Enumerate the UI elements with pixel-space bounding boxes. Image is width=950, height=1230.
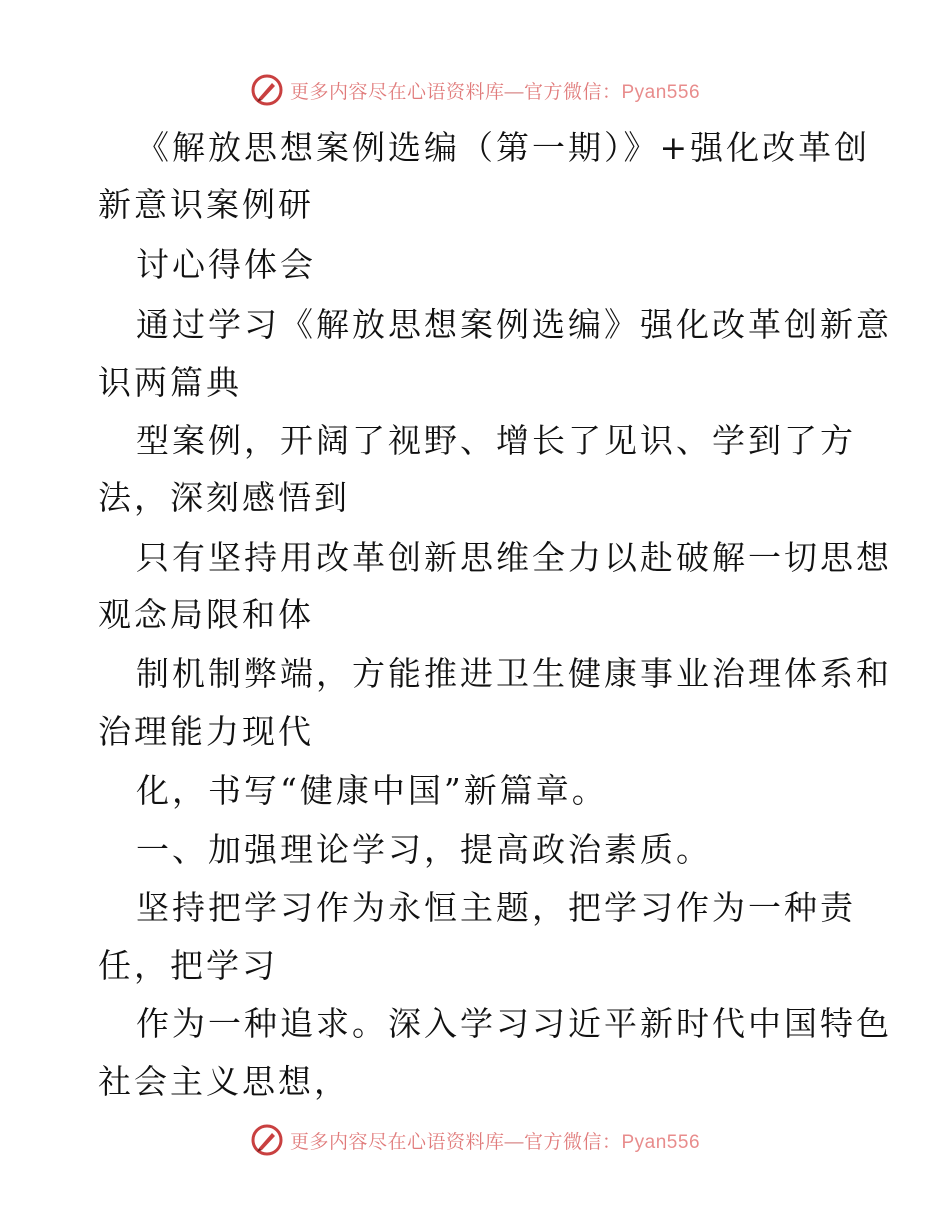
document-title-line-3: 讨心得体会 [136, 245, 316, 284]
watermark-site-text: 更多内容尽在心语资料库 [289, 1131, 505, 1153]
watermark-wechat-id: Pyan556 [621, 1131, 701, 1153]
section-heading: 一、加强理论学习，提高政治素质。 [136, 830, 712, 869]
watermark-separator: — [504, 1131, 524, 1153]
header-watermark-banner [0, 70, 950, 110]
paragraph-line: 治理能力现代 [98, 712, 314, 751]
paragraph-line: 化，书写“健康中国”新篇章。 [136, 771, 608, 810]
watermark-site-text: 更多内容尽在心语资料库 [289, 81, 505, 103]
watermark-wechat-id: Pyan556 [621, 81, 701, 103]
paragraph-line: 观念局限和体 [98, 595, 314, 634]
document-title-line-1: 《解放思想案例选编（第一期）》+强化改革创 [136, 128, 871, 167]
paragraph-line: 任，把学习 [98, 946, 278, 985]
watermark-text [290, 1127, 700, 1154]
document-title-line-2: 新意识案例研 [98, 185, 314, 224]
paragraph-line: 型案例，开阔了视野、增长了见识、学到了方 [136, 421, 856, 460]
paragraph-line: 只有坚持用改革创新思维全力以赴破解一切思想 [136, 538, 892, 577]
pen-logo-icon [250, 73, 284, 107]
paragraph-line: 坚持把学习作为永恒主题，把学习作为一种责 [136, 888, 856, 927]
paragraph-line: 作为一种追求。深入学习习近平新时代中国特色 [136, 1004, 892, 1043]
pen-logo-icon [250, 1123, 284, 1157]
watermark-separator: — [504, 81, 524, 103]
watermark-text [290, 77, 700, 104]
paragraph-line: 制机制弊端，方能推进卫生健康事业治理体系和 [136, 654, 892, 693]
paragraph-line: 识两篇典 [98, 363, 242, 402]
paragraph-line: 法，深刻感悟到 [98, 478, 350, 517]
footer-watermark-banner [0, 1120, 950, 1160]
paragraph-line: 通过学习《解放思想案例选编》强化改革创新意 [136, 305, 892, 344]
watermark-wechat-label: 官方微信： [523, 1131, 622, 1153]
paragraph-line: 社会主义思想， [98, 1062, 350, 1101]
watermark-wechat-label: 官方微信： [523, 81, 622, 103]
